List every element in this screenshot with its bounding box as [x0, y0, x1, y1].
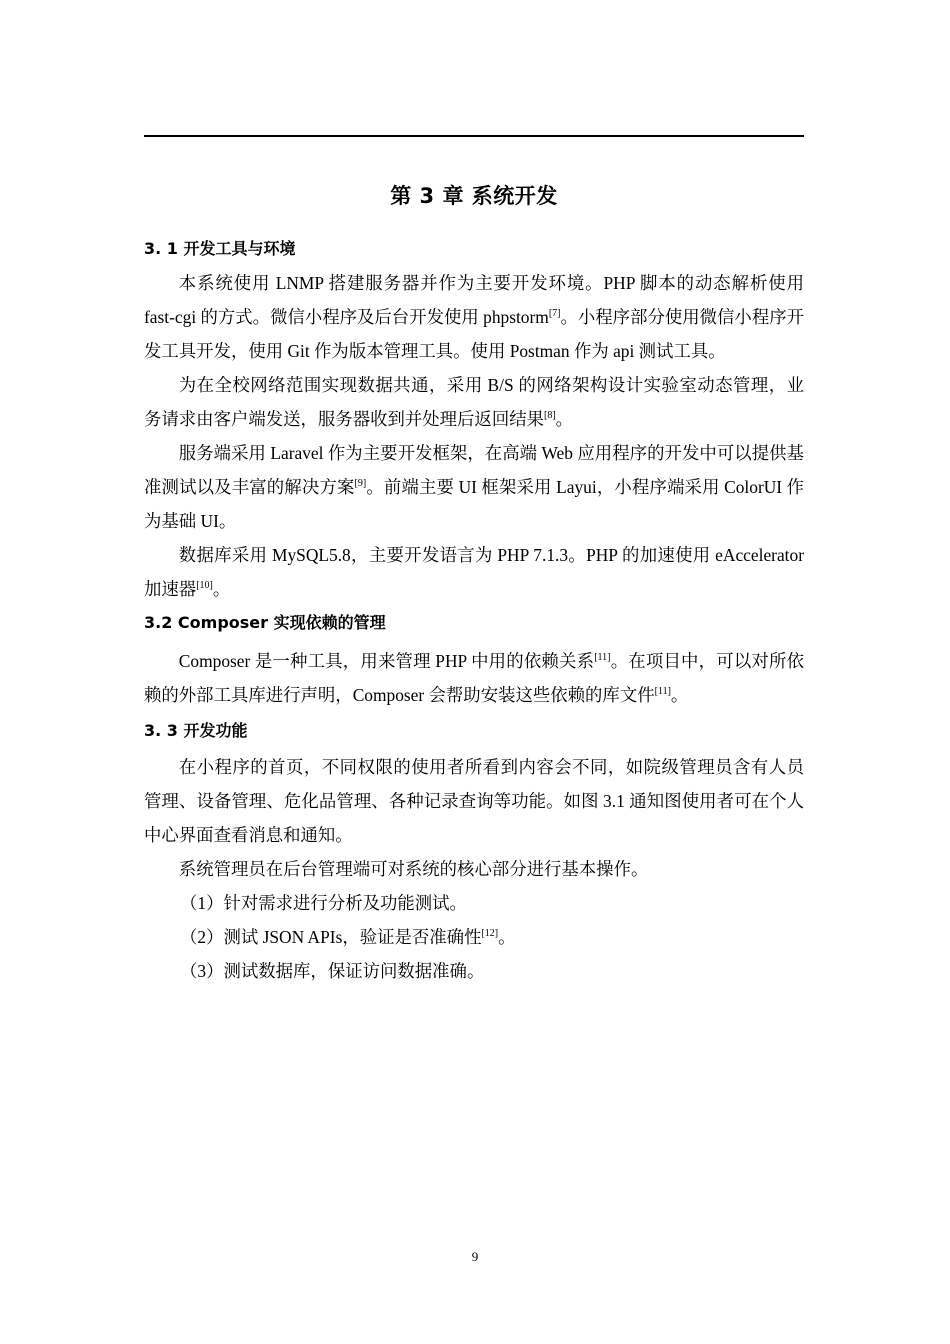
text-run: 。	[670, 685, 689, 705]
section-heading: 3.2 Composer 实现依赖的管理	[144, 613, 386, 632]
section-3-3	[144, 714, 804, 988]
text-run: Composer 是一种工具，用来管理 PHP 中用的依赖关系	[178, 651, 595, 671]
paragraph	[144, 538, 804, 606]
text-run: 。在项目中，可以对所依赖的外部工具库进行声明，Composer 会帮助安装这些依赖的库文件	[144, 651, 804, 705]
list-item	[144, 886, 804, 920]
paragraph	[144, 750, 804, 852]
text-run: 在小程序的首页，不同权限的使用者所看到内容会不同，如院级管理员含有人员管理、设备管理、危化品管理、各种记录查询等功能。如图 3.1 通知图使用者可在个人中心界面查看消息和通知。	[144, 757, 804, 845]
header-rule	[144, 135, 804, 137]
text-run: 。	[555, 409, 574, 429]
list-item	[144, 920, 804, 954]
text-run: 数据库采用 MySQL5.8，主要开发语言为 PHP 7.1.3。PHP 的加速使用 eAccelerator 加速器	[144, 545, 804, 599]
list-item	[144, 954, 804, 988]
section-3-1	[144, 232, 804, 606]
page-body	[144, 180, 804, 988]
citation-reference: [9]	[354, 478, 367, 490]
citation-reference: [7]	[548, 308, 561, 320]
page-number: 9	[471, 1249, 479, 1264]
text-run: 。	[212, 579, 231, 599]
paragraph	[144, 852, 804, 886]
citation-reference: [8]	[544, 410, 556, 422]
section-3-2	[144, 606, 804, 712]
section-heading: 3. 1 开发工具与环境	[144, 239, 296, 258]
text-run: 。	[498, 927, 516, 947]
text-run: 系统管理员在后台管理端可对系统的核心部分进行基本操作。	[178, 859, 649, 879]
citation-reference: [12]	[481, 928, 499, 940]
text-run: 本系统使用 LNMP 搭建服务器并作为主要开发环境。PHP 脚本的动态解析使用 fast-cgi 的方式。微信小程序及后台开发使用 phpstorm	[144, 273, 804, 327]
text-run: （3）测试数据库，保证访问数据准确。	[180, 961, 485, 981]
text-run: 。前端主要 UI 框架采用 Layui，小程序端采用 ColorUI 作为基础 UI。	[144, 477, 804, 531]
citation-reference: [10]	[196, 580, 213, 592]
citation-reference: [11]	[594, 652, 611, 664]
paragraph	[144, 436, 804, 538]
text-run: 为在全校网络范围实现数据共通，采用 B/S 的网络架构设计实验室动态管理，业务请求由客户端发送，服务器收到并处理后返回结果	[144, 375, 804, 429]
text-run: （2）测试 JSON APIs，验证是否准确性	[180, 927, 482, 947]
paragraph	[144, 368, 804, 436]
text-run: 服务端采用 Laravel 作为主要开发框架，在高端 Web 应用程序的开发中可以提供基准测试以及丰富的解决方案	[144, 443, 804, 497]
chapter-title: 第 3 章 系统开发	[390, 184, 558, 208]
citation-reference: [11]	[654, 686, 671, 698]
paragraph	[144, 266, 804, 368]
text-run: 。小程序部分使用微信小程序开发工具开发，使用 Git 作为版本管理工具。使用 Postman 作为 api 测试工具。	[144, 307, 804, 361]
paragraph	[144, 644, 804, 712]
text-run: （1）针对需求进行分析及功能测试。	[180, 893, 467, 913]
section-heading: 3. 3 开发功能	[144, 721, 248, 740]
